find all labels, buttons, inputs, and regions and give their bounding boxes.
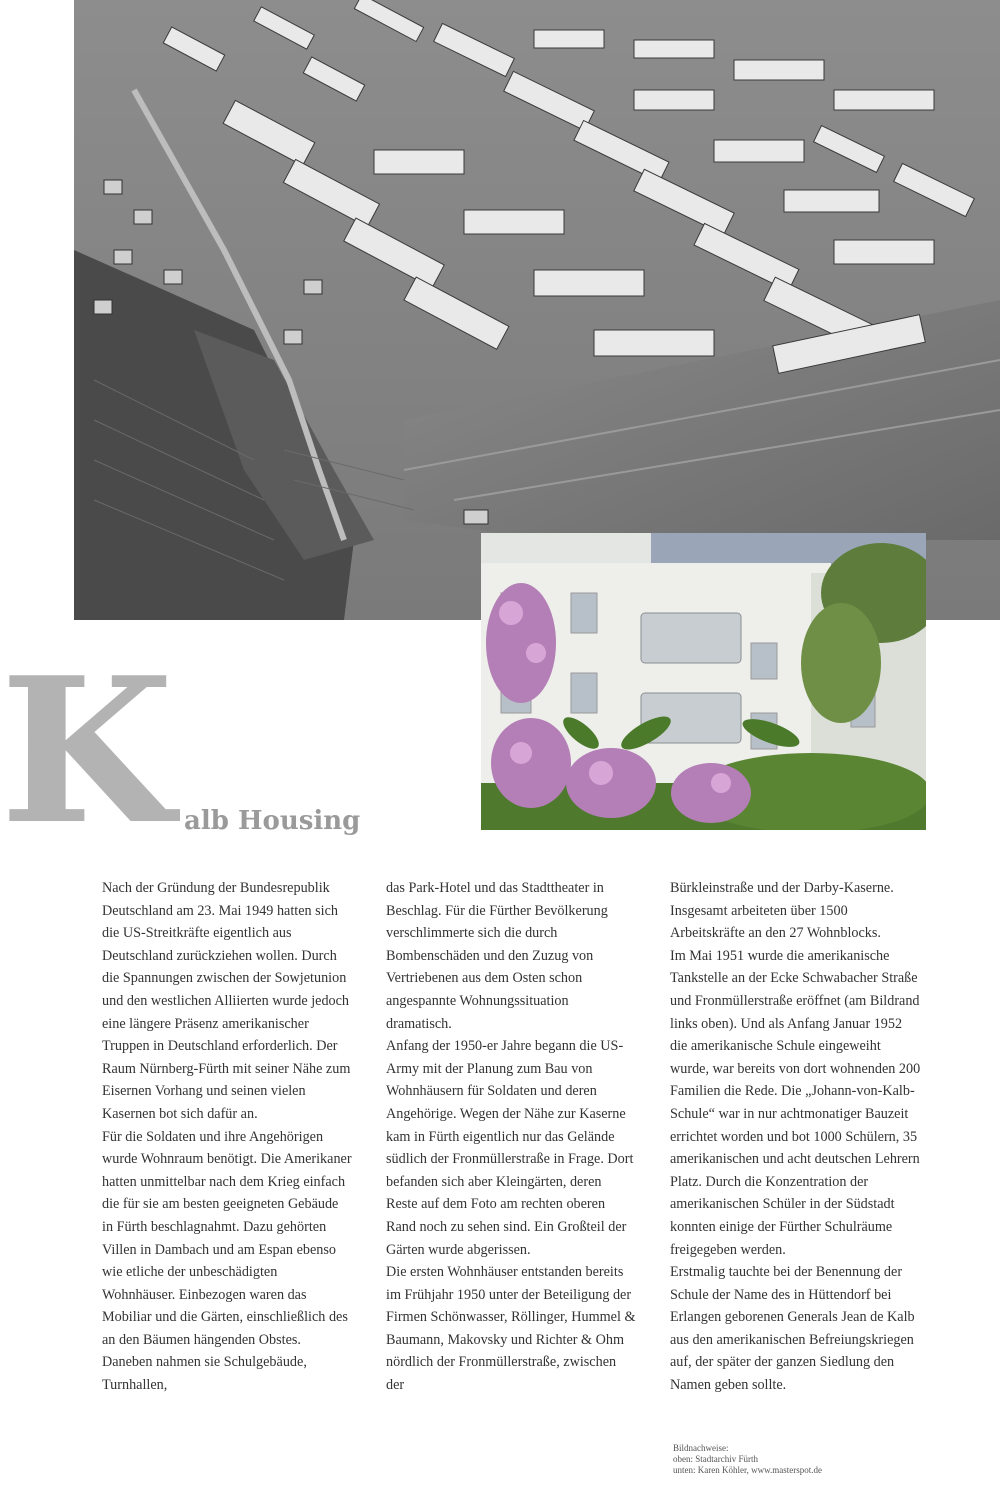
building-photo [481,533,926,830]
credit-top: oben: Stadtarchiv Fürth [673,1454,758,1464]
credit-bottom: unten: Karen Köhler, www.masterspot.de [673,1465,823,1475]
text-column-1 [102,877,352,1397]
drop-cap: K [0,634,170,869]
paragraph: Nach der Gründung der Bundesrepublik Deutschland am 23. Mai 1949 hatten sich die US-Streitkräfte eigentlich aus Deutschland zurückziehen wollen. Durch die Spannungen zwischen der Sowjetunion und den westlichen Alliierten wurde jedoch eine längere Präsenz amerikanischer Truppen in Deutschland erforderlich. Der Raum Nürnberg-Fürth mit seiner Nähe zum Eisernen Vorhang und seinen vielen Kasernen bot sich dafür an. [102,880,351,1122]
paragraph: Die ersten Wohnhäuser entstanden bereits im Frühjahr 1950 unter der Beteiligung der Firmen Schönwasser, Röllinger, Hummel & Baumann, Makovsky und Richter & Ohm nördlich der Fronmüllerstraße, zwischen der [386,1264,636,1394]
paragraph: Bürkleinstraße und der Darby-Kaserne. Insgesamt arbeiteten über 1500 Arbeitskräfte an den 27 Wohnblocks. [670,880,894,942]
text-column-3 [670,877,922,1397]
paragraph: Im Mai 1951 wurde die amerikanische Tankstelle an der Ecke Schwabacher Straße und Fronmüllerstraße eröffnet (am Bildrand links oben). Und als Anfang Januar 1952 die amerikanische Schule eingeweiht wurde, war bereits von dort wohnenden 200 Familien die Rede. Die „Johann-von-Kalb-Schule“ war in nur achtmonatiger Bauzeit errichtet worden und bot 1000 Schülern, 35 amerikanischen und acht deutschen Lehrern Platz. Durch die Konzentration der amerikanischen Schüler in der Südstadt konnten einige der Fürther Schulräume freigegeben werden. [670,947,921,1258]
paragraph: Erstmalig tauchte bei der Benennung der Schule der Name des in Hüttendorf bei Erlangen geborenen Generals Jean de Kalb aus den amerikanischen Befreiungskriegen auf, der später der ganzen Siedlung den Namen geben sollte. [670,1264,915,1394]
aerial-photo-graphic [74,0,1000,620]
aerial-photo [74,0,1000,620]
building-photo-graphic [481,533,926,830]
text-column-2 [386,877,636,1397]
image-credits [673,1443,822,1476]
page-title: alb Housing [184,806,361,836]
credits-heading: Bildnachweise: [673,1443,729,1453]
paragraph: Für die Soldaten und ihre Angehörigen wurde Wohnraum benötigt. Die Amerikaner hatten unmittelbar nach dem Krieg einfach die für sie am besten geeigneten Gebäude in Fürth beschlagnahmt. Dazu gehörten Villen in Dambach und am Espan ebenso wie etliche der unbeschädigten Wohnhäuser. Einbezogen waren das Mobiliar und die Gärten, einschließlich des an den Bäumen hängenden Obstes. Daneben nahmen sie Schulgebäude, Turnhallen, [102,1128,352,1394]
paragraph: Anfang der 1950-er Jahre begann die US-Army mit der Planung zum Bau von Wohnhäusern für Soldaten und deren Angehörige. Wegen der Nähe zur Kaserne kam in Fürth eigentlich nur das Gelände südlich der Fronmüllerstraße in Frage. Dort befanden sich aber Kleingärten, deren Reste auf dem Foto am rechten oberen Rand noch zu sehen sind. Ein Großteil der Gärten wurde abgerissen. [386,1038,634,1258]
paragraph: das Park-Hotel und das Stadttheater in Beschlag. Für die Fürther Bevölkerung verschlimmerte sich die durch Bombenschäden und den Zuzug von Vertriebenen aus dem Osten schon angespannte Wohnungssituation dramatisch. [386,880,608,1032]
